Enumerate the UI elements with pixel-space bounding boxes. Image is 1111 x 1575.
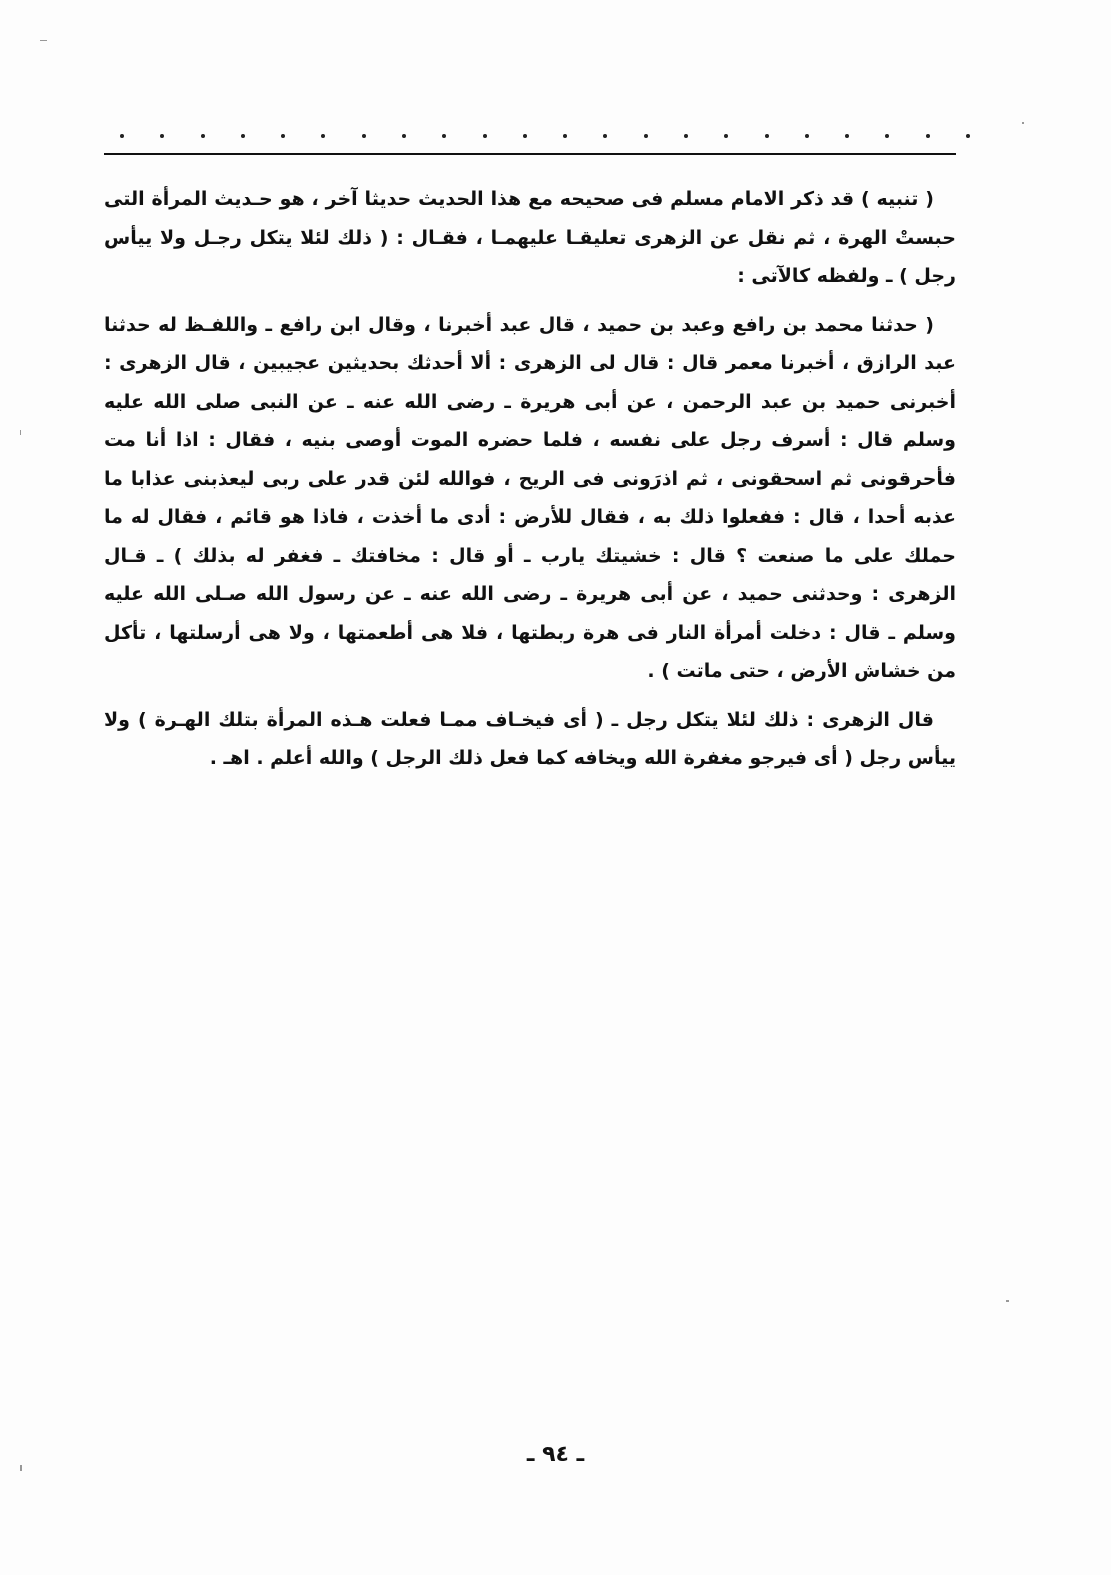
scan-speck <box>40 40 47 41</box>
page-number: ـ ٩٤ ـ <box>526 1442 585 1467</box>
paragraph-zuhri-comment: قال الزهرى : ذلك لئلا يتكل رجل ـ ( أى فيخـاف ممـا فعلت هـذه المرأة بتلك الهـرة ) ولا ييأس رجل ( أى فيرجو مغفرة الله ويخافه كما فعل ذلك الرجل ) والله أعلم . اهـ . <box>104 708 956 769</box>
ornament-dot <box>321 134 325 138</box>
paragraph-hadith: ( حدثنا محمد بن رافع وعبد بن حميد ، قال عبد أخبرنا ، وقال ابن رافع ـ واللفـظ له حدثنا عبد الرازق ، أخبرنا معمر قال : قال لى الزهرى : ألا أحدثك بحديثين عجيبين ، قال الزهرى : أخبرنى حميد بن عبد الرحمن ، عن أبى هريرة ـ رضى الله عنه ـ عن النبى صلى الله عليه وسلم قال : أسرف رجل على نفسه ، فلما حضره الموت أوصى بنيه ، فقال : اذا أنا مت فأحرقونى ثم اسحقونى ، ثم اذرَونى فى الريح ، فوالله لئن قدر على ربى ليعذبنى عذابا ما عذبه أحدا ، قال : ففعلوا ذلك به ، فقال للأرض : أدى ما أخذت ، فاذا هو قائم ، فقال له ما حملك على ما صنعت ؟ قال : خشيتك يارب ـ أو قال : مخافتك ـ فغفر له بذلك ) ـ قـال الزهرى : وحدثنى حميد ، عن أبى هريرة ـ رضى الله عنه ـ عن رسول الله صـلى الله عليه وسلم ـ قال : دخلت أمرأة النار فى هرة ربطتها ، فلا هى أطعمتها ، ولا هى أرسلتها ، تأكل من خشاش الأرض ، حتى ماتت ) . <box>104 313 956 682</box>
ornament-dot <box>402 134 406 138</box>
ornament-dot <box>765 134 769 138</box>
ornament-dot <box>483 134 487 138</box>
ornament-dot <box>805 134 809 138</box>
ornament-dot <box>926 134 930 138</box>
ornament-dot <box>201 134 205 138</box>
header-dots-ornament <box>120 128 970 144</box>
ornament-dot <box>644 134 648 138</box>
scan-speck <box>1006 1300 1009 1302</box>
ornament-dot <box>966 134 970 138</box>
ornament-dot <box>885 134 889 138</box>
body-text <box>104 180 956 778</box>
ornament-dot <box>442 134 446 138</box>
header-rule <box>104 153 956 155</box>
ornament-dot <box>362 134 366 138</box>
ornament-dot <box>523 134 527 138</box>
ornament-dot <box>684 134 688 138</box>
scan-speck <box>1022 122 1024 124</box>
ornament-dot <box>160 134 164 138</box>
scan-speck <box>20 430 21 435</box>
ornament-dot <box>120 134 124 138</box>
ornament-dot <box>241 134 245 138</box>
scan-speck <box>20 1465 22 1471</box>
ornament-dot <box>281 134 285 138</box>
ornament-dot <box>845 134 849 138</box>
ornament-dot <box>563 134 567 138</box>
ornament-dot <box>603 134 607 138</box>
paragraph-note: ( تنبيه ) قد ذكر الامام مسلم فى صحيحه مع هذا الحديث حديثا آخر ، هو حـديث المرأة التى حبستْ الهرة ، ثم نقل عن الزهرى تعليقـا عليهمـا ، فقـال : ( ذلك لئلا يتكل رجـل ولا ييأس رجل ) ـ ولفظه كالآتى : <box>104 188 956 287</box>
ornament-dot <box>724 134 728 138</box>
